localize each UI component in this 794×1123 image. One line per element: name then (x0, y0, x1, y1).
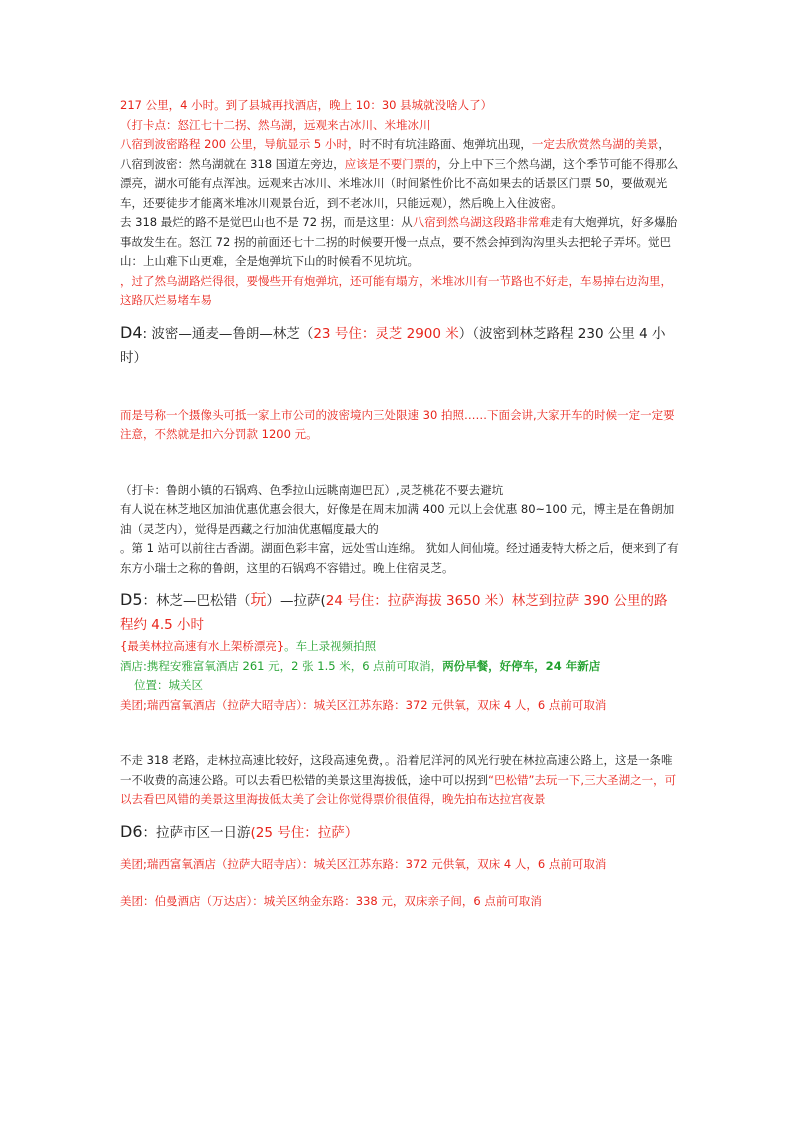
d5-hotel-ctrip (120, 657, 680, 696)
d6-stay: (25 号住：拉萨） (250, 824, 359, 841)
d5-expressway-note (120, 637, 680, 657)
d3-road-condition: 时不时有坑洼路面、炮弹坑出现， (359, 137, 532, 151)
d5-expressway-detail: 不走 318 老路，走林拉高速比较好，这段高速免费，。沿着尼洋河的风光行驶在林拉高速公路上，这是一条唯一不收费的高速公路。可以去看巴松错的美景这里海拔低，途中可以拐到 (120, 753, 673, 787)
d3-worst-road-intro: 去 318 最烂的路不是觉巴山也不是 72 拐，而是这里：从 (120, 215, 413, 229)
d3-route-distance: 八宿到波密路程 200 公里，导航显示 5 小时， (120, 137, 360, 151)
d3-worst-road-highlight: 八宿到然乌湖这段路非常难 (412, 215, 551, 229)
d5-video-note: 。车上录视频拍照 (284, 639, 377, 653)
d3-worst-road-note (120, 213, 680, 272)
d4-speed-camera-warning: 而是号称一个摄像头可抵一家上市公司的波密境内三处限速 30 拍照……下面会讲,大家开车的时候一定一定要注意，不然就是扣六分罚款 1200 元。 (120, 407, 675, 441)
document-page (120, 96, 680, 912)
d3-worst-road-detail: 走有大炮弹坑，好多爆胎事故发生在。怒江 72 拐的前面还七十二拐的时候要开慢一点点，要不然会掉到沟沟里头去把轮子弄坏。觉巴山：上山难下山更难，全是炮弹坑下山的时候看不见坑坑。 (120, 215, 678, 268)
d3-checkin-points: （打卡点：怒江七十二拐、然乌湖，远观来古冰川、米堆冰川 (120, 117, 431, 132)
d3-glacier-note: ，分上中下三个然乌湖，这个季节可能不得那么漂亮，湖水可能有点浑浊。远观来古冰川、米堆冰川（时间紧性价比不高如果去的话景区门票 50，要做观光车，还要徒步才能离米堆冰川观景台近，到不老冰川，只能远观），然后晚上入住波密。 (120, 156, 679, 210)
d5-code: D5 (120, 590, 143, 609)
d4-route: : 波密—通麦—鲁朗—林芝（ (142, 325, 314, 342)
d5-expressway-highlight: {最美林拉高速有水上架桥漂亮} (120, 639, 285, 653)
d3-distance-note: 217 公里，4 小时。到了县城再找酒店，晚上 10：30 县城就没啥人了） (120, 98, 493, 112)
d5-route: ：林芝—巴松错（ (142, 593, 251, 609)
d3-route-description (120, 135, 680, 213)
d5-route-mid: ）—拉萨( (266, 593, 326, 609)
d6-hotel-meituan-2: 美团：伯曼酒店（万达店）：城关区纳金东路：338 元，双床亲子间，6 点前可取消 (120, 894, 542, 908)
d5-hotel-ctrip-perks: 两份早餐，好停车，24 年新店 (442, 658, 601, 673)
d5-hotel-ctrip-location: 位置：城关区 (134, 678, 203, 692)
d4-note: ）（波密到林芝路程 230 公里 4 小时） (120, 325, 666, 366)
d3-ranwu-location: ，八宿到波密：然乌湖就在 318 国道左旁边， (120, 137, 670, 171)
d3-ranwu-highlight: 一定去欣赏然乌湖的美景 (531, 137, 659, 151)
d4-heading (120, 321, 680, 370)
d4-checkin-points: （打卡：鲁朗小镇的石锅鸡、色季拉山远眺南迦巴瓦）,灵芝桃花不要去避坑 (120, 482, 504, 497)
d6-route: ：拉萨市区一日游 (142, 824, 251, 841)
d5-play-mark: 玩 (250, 590, 267, 609)
d4-route-note: 。第 1 站可以前往古香湖。湖面色彩丰富，远处雪山连绵。 犹如人间仙境。经过通麦特大桥之后，便来到了有东方小瑞士之称的鲁朗，这里的石锅鸡不容错过。晚上住宿灵芝。 (120, 541, 679, 575)
d6-heading (120, 820, 680, 845)
d4-stay: 23 号住：灵芝 2900 米 (313, 325, 459, 342)
d5-heading (120, 588, 680, 637)
d5-hotel-ctrip-info: 酒店:携程安雅富氧酒店 261 元，2 张 1.5 米，6 点前可取消， (120, 658, 443, 673)
d3-ticket-note: 应该是不要门票的 (344, 156, 437, 171)
d5-expressway-description (120, 751, 680, 810)
d6-code: D6 (120, 821, 143, 841)
d4-fuel-note: 有人说在林芝地区加油优惠优惠会很大，好像是在周末加满 400 元以上会优惠 80~100 元，博主是在鲁朗加油（灵芝内），觉得是西藏之行加油优惠幅度最大的 (120, 502, 675, 536)
d6-hotel-meituan-1: 美团;瑞西富氧酒店（拉萨大昭寺店）：城关区江苏东路：372 元供氧，双床 4 人，6 点前可取消 (120, 856, 607, 871)
d5-basongcuo-note: “巴松错”去玩一下,三大圣湖之一，可以去看巴风错的美景这里海拔低太美了会让你觉得票价很值得，晚先拍布达拉宫夜景 (120, 772, 677, 806)
d5-stay: 24 号住：拉萨海拔 3650 米）林芝到拉萨 390 公里的路程约 4.5 小时 (120, 593, 668, 633)
d4-code: D4 (120, 322, 143, 342)
d5-hotel-meituan: 美团;瑞西富氧酒店（拉萨大昭寺店）：城关区江苏东路：372 元供氧，双床 4 人，6 点前可取消 (120, 697, 607, 712)
d3-warning: ，过了然乌湖路烂得很，要慢些开有炮弹坑，还可能有塌方，米堆冰川有一节路也不好走，车易掉右边沟里，这路仄烂易堵车易 (120, 273, 672, 307)
